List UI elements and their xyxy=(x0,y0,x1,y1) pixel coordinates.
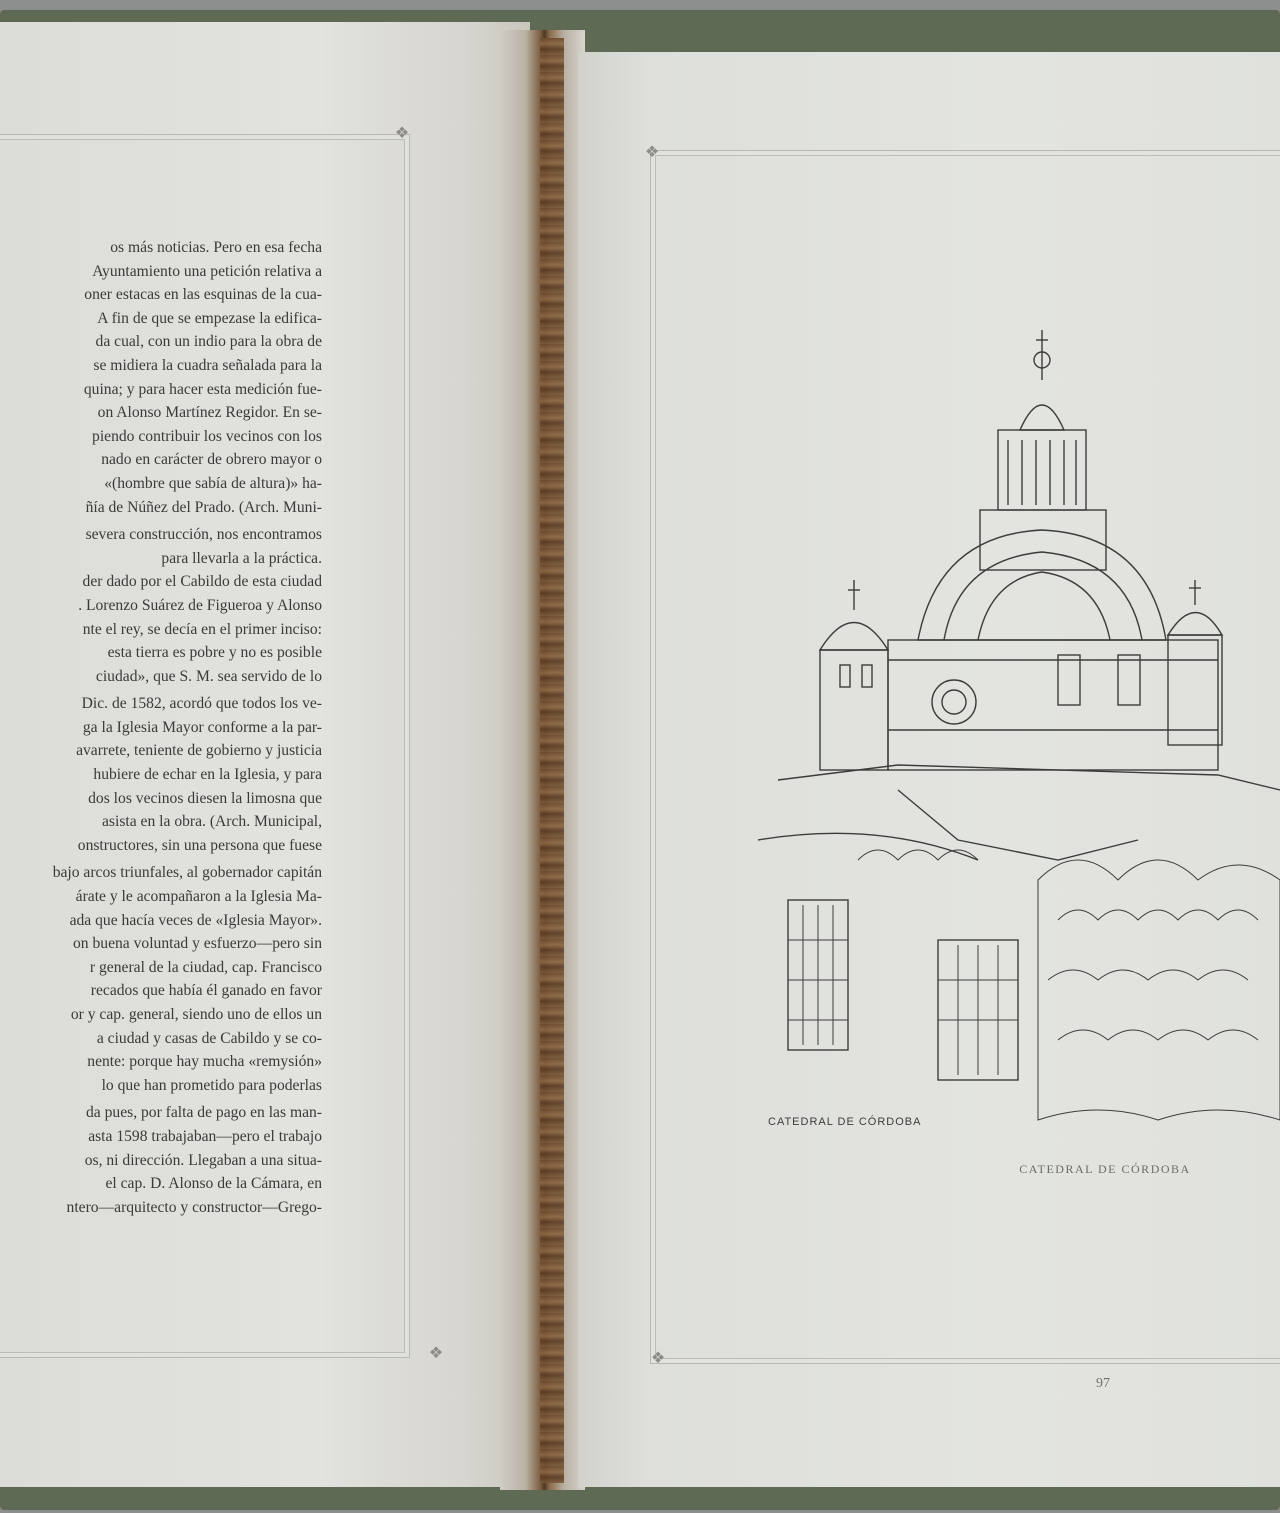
text-line: der dado por el Cabildo de esta ciudad xyxy=(82,573,322,591)
text-line: árate y le acompañaron a la Iglesia Ma- xyxy=(75,888,322,906)
text-line: asta 1598 trabajaban—pero el trabajo xyxy=(88,1127,322,1145)
text-line: esta tierra es pobre y no es posible xyxy=(107,644,322,662)
text-line: nado en carácter de obrero mayor o xyxy=(101,451,322,469)
text-line: se midiera la cuadra señalada para la xyxy=(93,356,322,374)
cathedral-illustration xyxy=(758,320,1280,1140)
text-line: r general de la ciudad, cap. Francisco xyxy=(89,958,322,976)
paragraph-gap xyxy=(0,1219,322,1223)
text-line: oner estacas en las esquinas de la cua- xyxy=(84,286,322,304)
corner-ornament-icon: ❖ xyxy=(428,1345,444,1362)
corner-ornament-icon: ❖ xyxy=(644,144,660,161)
text-line: on buena voluntad y esfuerzo—pero sin xyxy=(73,935,322,953)
text-line: severa construcción, nos encontramos xyxy=(85,526,322,544)
text-line: ga la Iglesia Mayor conforme a la par- xyxy=(82,718,322,736)
corner-ornament-icon: ❖ xyxy=(650,1350,666,1367)
page-number: 97 xyxy=(1096,1376,1110,1391)
text-line: Ayuntamiento una petición relativa a xyxy=(92,262,322,280)
text-line: nente: porque hay mucha «remysión» xyxy=(87,1053,322,1071)
text-line: os más noticias. Pero en esa fecha xyxy=(110,239,322,256)
text-line: piendo contribuir los vecinos con los xyxy=(92,427,322,445)
text-line: recados que había él ganado en favor xyxy=(90,982,322,1000)
left-page-text xyxy=(0,236,322,1223)
text-line: onstructores, sin una persona que fuese xyxy=(77,836,322,854)
text-line: hubiere de echar en la Iglesia, y para xyxy=(93,766,322,784)
text-line: quina; y para hacer esta medición fue- xyxy=(83,380,322,398)
text-line: dos los vecinos diesen la limosna que xyxy=(88,789,322,807)
text-line: lo que han prometido para poderlas xyxy=(101,1076,322,1094)
text-line: Dic. de 1582, acordó que todos los ve- xyxy=(81,695,322,713)
torn-spine xyxy=(540,38,564,1483)
text-line: . Lorenzo Suárez de Figueroa y Alonso xyxy=(78,596,322,614)
text-line: para llevarla a la práctica. xyxy=(161,549,322,567)
text-line: bajo arcos triunfales, al gobernador capitán xyxy=(52,864,322,882)
text-line: or y cap. general, siendo uno de ellos un xyxy=(70,1006,322,1023)
text-line: ada que hacía veces de «Iglesia Mayor». xyxy=(69,911,322,929)
text-line: a ciudad y casas de Cabildo y se co- xyxy=(96,1029,322,1047)
text-line: da pues, por falta de pago en las man- xyxy=(86,1104,322,1122)
illustration-caption: CATEDRAL DE CÓRDOBA xyxy=(1019,1162,1191,1176)
text-line: ñía de Núñez del Prado. (Arch. Muni- xyxy=(85,498,322,516)
text-line: el cap. D. Alonso de la Cámara, en xyxy=(105,1175,322,1193)
text-line: avarrete, teniente de gobierno y justicia xyxy=(76,742,322,760)
text-line: ciudad», que S. M. sea servido de lo xyxy=(95,667,322,685)
text-line: ntero—arquitecto y constructor—Grego- xyxy=(66,1198,322,1216)
text-line: on Alonso Martínez Regidor. En se- xyxy=(97,404,322,422)
drawing-signature: CATEDRAL DE CÓRDOBA xyxy=(768,1116,922,1128)
text-line: nte el rey, se decía en el primer inciso: xyxy=(82,620,322,638)
corner-ornament-icon: ❖ xyxy=(394,125,410,142)
text-line: «(hombre que sabía de altura)» ha- xyxy=(104,474,322,492)
text-line: A fin de que se empezase la edifica- xyxy=(97,309,322,327)
text-line: da cual, con un indio para la obra de xyxy=(95,333,322,351)
text-line: os, ni dirección. Llegaban a una situa- xyxy=(84,1151,322,1169)
text-line: asista en la obra. (Arch. Municipal, xyxy=(102,813,322,831)
